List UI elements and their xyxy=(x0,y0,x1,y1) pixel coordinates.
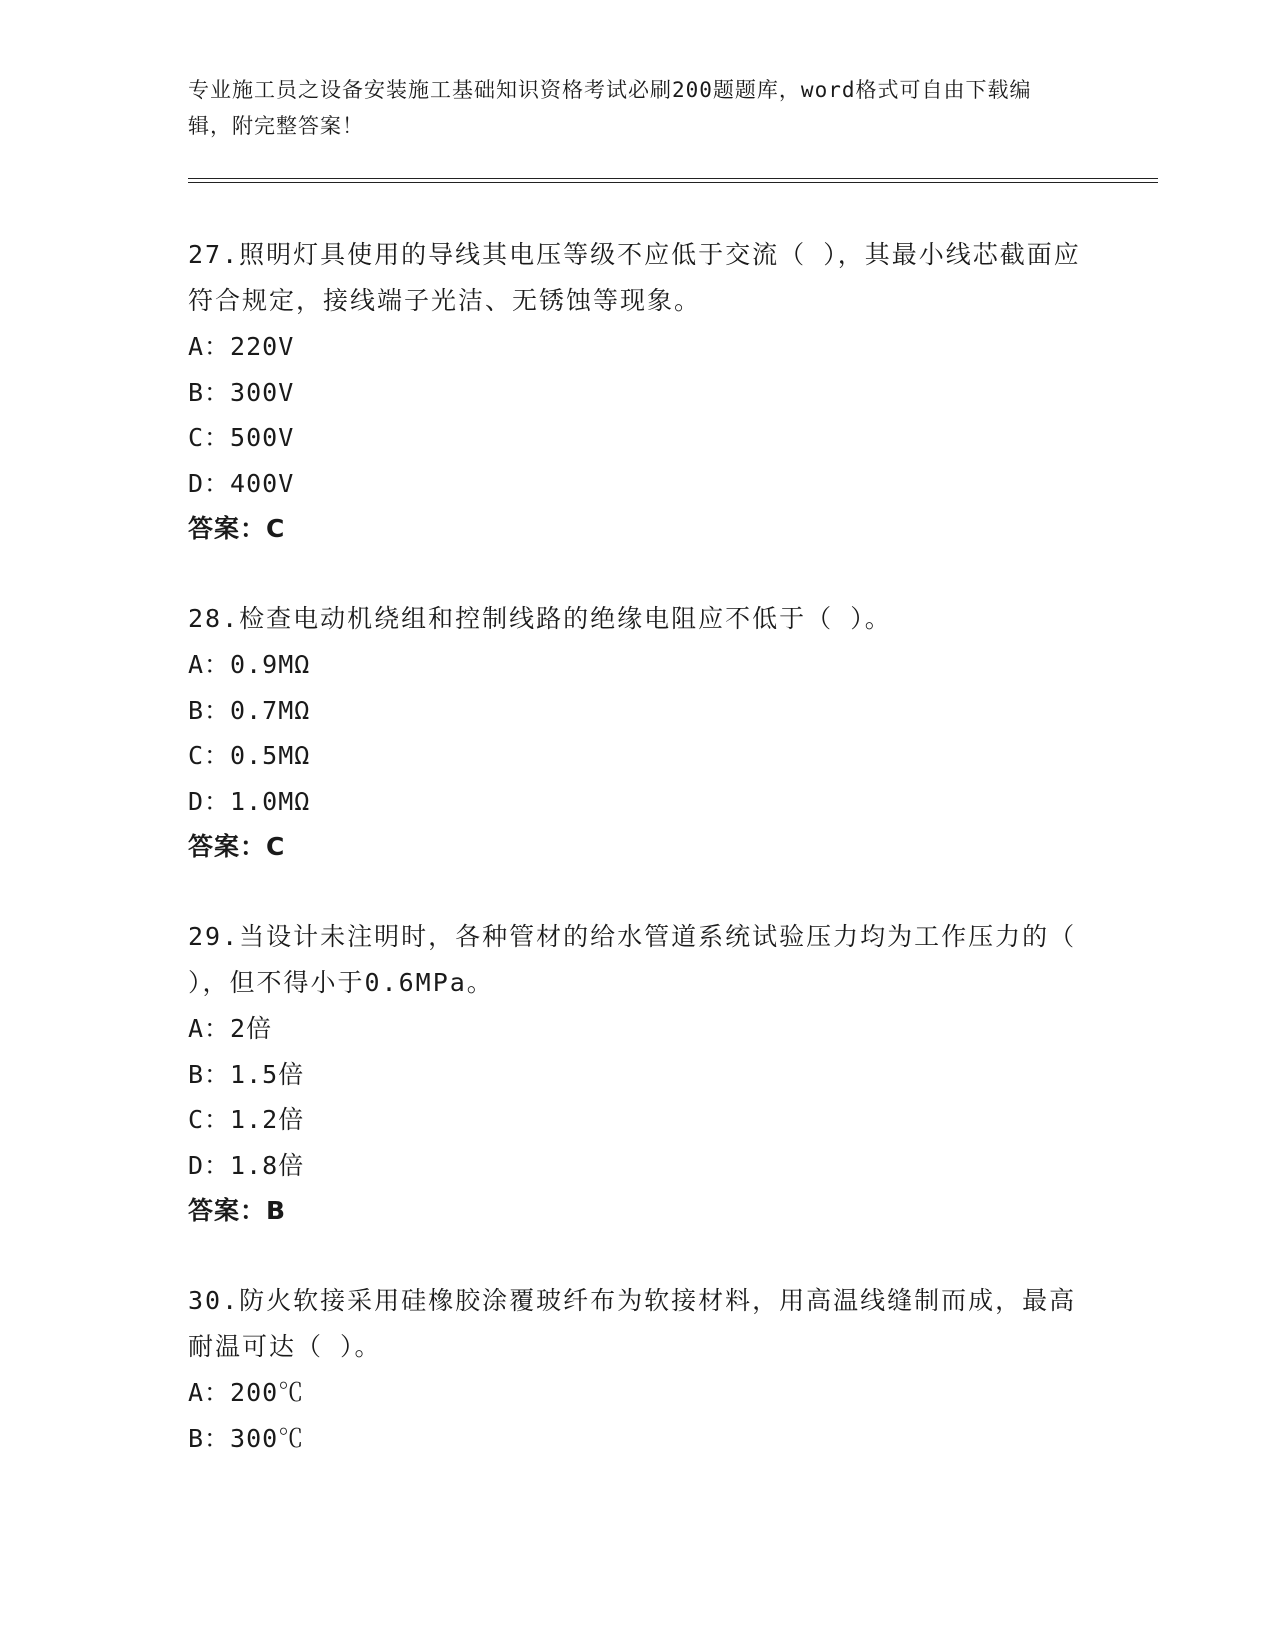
option-c: C：500V xyxy=(188,423,295,452)
header-divider xyxy=(188,178,1158,183)
question-stem: 29.当设计未注明时，各种管材的给水管道系统试验压力均为工作压力的（ ），但不得小于0.6MPa。 xyxy=(188,922,1077,997)
question-28 xyxy=(188,596,1088,870)
question-27 xyxy=(188,232,1088,552)
question-29 xyxy=(188,914,1088,1234)
answer: 答案：B xyxy=(188,1196,287,1225)
option-b: B：300℃ xyxy=(188,1423,305,1453)
option-list xyxy=(188,1006,1088,1188)
option-list xyxy=(188,1370,1088,1461)
option-b: B：0.7MΩ xyxy=(188,695,311,725)
answer: 答案：C xyxy=(188,832,286,861)
option-a: A：220V xyxy=(188,332,295,361)
option-a: A：0.9MΩ xyxy=(188,650,311,679)
option-d: D：1.0MΩ xyxy=(188,786,311,816)
document-title: 专业施工员之设备安装施工基础知识资格考试必刷200题题库，word格式可自由下载编辑，附完整答案！ xyxy=(188,78,1032,138)
option-a: A：200℃ xyxy=(188,1378,305,1407)
option-list xyxy=(188,324,1088,506)
option-d: D：1.8倍 xyxy=(188,1150,305,1180)
answer: 答案：C xyxy=(188,514,286,543)
option-c: C：1.2倍 xyxy=(188,1105,305,1134)
question-stem: 28.检查电动机绕组和控制线路的绝缘电阻应不低于（ ）。 xyxy=(188,604,892,633)
option-d: D：400V xyxy=(188,468,295,498)
option-b: B：300V xyxy=(188,377,295,407)
document-header xyxy=(188,72,1068,144)
option-a: A：2倍 xyxy=(188,1014,273,1043)
option-list xyxy=(188,642,1088,824)
option-c: C：0.5MΩ xyxy=(188,741,311,770)
option-b: B：1.5倍 xyxy=(188,1059,305,1089)
question-30 xyxy=(188,1278,1088,1461)
question-list xyxy=(188,232,1088,1505)
question-stem: 27.照明灯具使用的导线其电压等级不应低于交流（ ），其最小线芯截面应符合规定，接线端子光洁、无锈蚀等现象。 xyxy=(188,240,1081,315)
question-stem: 30.防火软接采用硅橡胶涂覆玻纤布为软接材料，用高温线缝制而成，最高耐温可达（ ）。 xyxy=(188,1286,1077,1361)
